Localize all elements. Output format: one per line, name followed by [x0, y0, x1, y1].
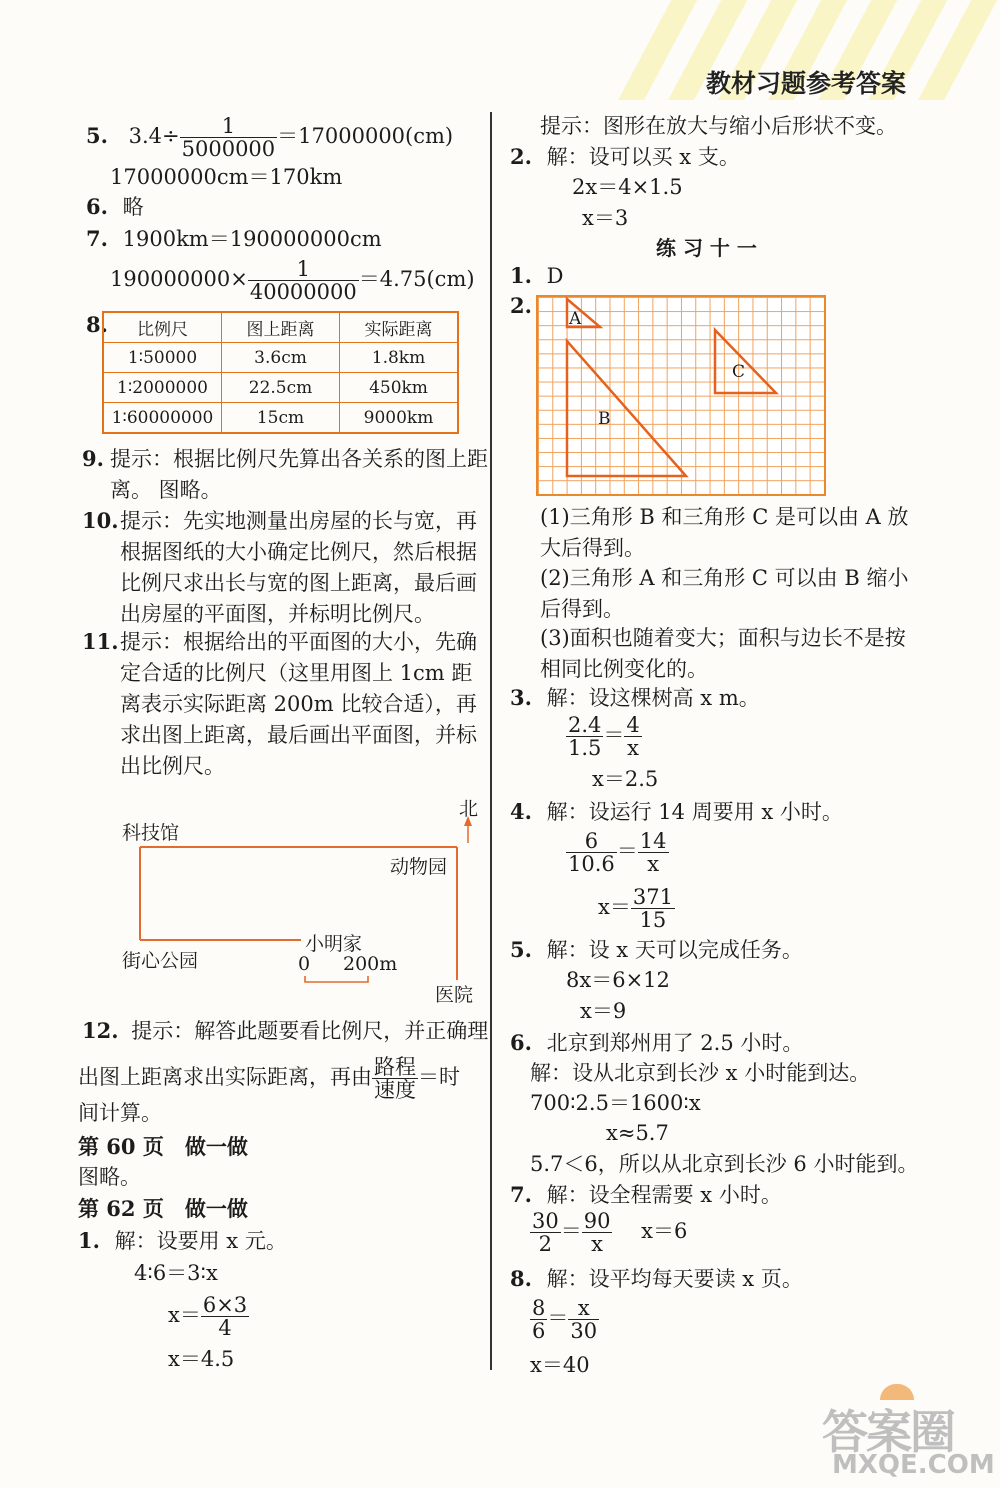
e8-text: 解：设平均每天要读 x 页。 — [546, 1267, 803, 1291]
map-hospital: 医院 — [435, 984, 474, 1006]
table-cell: 1∶50000 — [103, 343, 222, 373]
q7-frac-den: 40000000 — [249, 280, 357, 304]
table-cell: 22.5cm — [222, 373, 340, 403]
table-cell: 1.8km — [340, 343, 459, 373]
r-q2-text: 解：设可以买 x 支。 — [546, 145, 740, 169]
e8-r-num: x — [568, 1297, 599, 1320]
e1-number: 1. — [510, 263, 532, 288]
r-q2-answer: x＝3 — [582, 206, 629, 230]
e7-r-den: x — [591, 1232, 604, 1256]
e7-number: 7. — [510, 1182, 532, 1207]
q7-number: 7. — [86, 226, 108, 251]
q11-number: 11. — [82, 629, 119, 654]
e4-a-den: 15 — [639, 908, 667, 932]
e4-r-den: x — [647, 852, 660, 876]
e7-l-num: 30 — [532, 1209, 559, 1233]
e7-right-frac — [582, 1210, 613, 1255]
e4-text: 解：设运行 14 周要用 x 小时。 — [546, 800, 843, 824]
map-scale-zero: 0 — [298, 953, 311, 975]
q9-number: 9. — [82, 446, 104, 471]
q6-number: 6. — [86, 194, 108, 219]
q7-frac-num: 1 — [248, 258, 359, 281]
col-header-map-distance: 图上距离 — [222, 312, 340, 343]
e4-l-den: 10.6 — [568, 852, 615, 876]
table-cell: 1∶2000000 — [103, 373, 222, 403]
page62-eq2 — [168, 1294, 249, 1339]
q7-expr-post: ＝4.75(cm) — [358, 267, 475, 291]
e7-line — [510, 1180, 782, 1210]
e4-x-eq: x＝ — [598, 895, 631, 919]
e3-line — [510, 683, 760, 713]
e4-l-num: 6 — [566, 830, 617, 853]
e8-answer: x＝40 — [530, 1353, 590, 1377]
e8-right-frac — [568, 1297, 599, 1342]
e7-answer: x＝6 — [641, 1219, 688, 1243]
e3-answer: x＝2.5 — [592, 767, 659, 791]
page60-text: 图略。 — [78, 1165, 141, 1189]
page62-frac-num: 6×3 — [202, 1293, 248, 1317]
q12-frac-den: 速度 — [374, 1078, 416, 1102]
table-cell: 9000km — [340, 403, 459, 434]
e5-text: 解：设 x 天可以完成任务。 — [546, 938, 803, 962]
table-cell: 450km — [340, 373, 459, 403]
page62-q1 — [78, 1226, 287, 1256]
table-cell: 3.6cm — [222, 343, 340, 373]
e4-answer — [598, 886, 675, 931]
page62-title: 第 62 页 做一做 — [78, 1196, 248, 1221]
q12-line3: 间计算。 — [78, 1101, 162, 1125]
e8-left-frac — [530, 1297, 547, 1342]
q5-frac-den: 5000000 — [181, 137, 276, 161]
e4-left-frac — [566, 830, 617, 875]
q12-text2: 出图上距离求出实际距离，再由 — [78, 1065, 372, 1089]
e6-line2: 解：设从北京到长沙 x 小时能到达。 — [530, 1061, 871, 1085]
e3-l-num: 2.4 — [568, 713, 602, 737]
q5-expr-pre: 3.4÷ — [128, 124, 180, 148]
map-zoo: 动物园 — [390, 856, 448, 878]
label-a: A — [569, 309, 582, 329]
col-header-actual-distance: 实际距离 — [340, 312, 459, 343]
e1-line — [510, 261, 563, 291]
r-q2-number: 2. — [510, 144, 532, 169]
e7-r-num: 90 — [583, 1209, 611, 1233]
e5-eq: 8x＝6×12 — [566, 968, 670, 992]
q6-text: 略 — [122, 195, 144, 219]
r-q2-line — [510, 142, 740, 172]
e5-number: 5. — [510, 937, 532, 962]
e5-answer: x＝9 — [580, 999, 627, 1023]
e4-number: 4. — [510, 799, 532, 824]
page62-eq1: 4∶6＝3∶x — [134, 1261, 218, 1285]
e3-r-num: 4 — [626, 713, 640, 737]
e7-l-den: 2 — [538, 1232, 553, 1256]
e4-r-num: 14 — [639, 829, 667, 853]
q5-number: 5. — [86, 123, 108, 148]
table-cell: 1∶60000000 — [103, 403, 222, 434]
page62-fraction — [201, 1294, 249, 1339]
shape-hint: 提示：图形在放大与缩小后形状不变。 — [540, 114, 897, 138]
e4-answer-frac — [631, 886, 675, 931]
q7-expr-pre: 190000000× — [110, 267, 248, 291]
e1-answer: D — [546, 264, 564, 288]
label-b: B — [598, 409, 611, 429]
e5-line — [510, 935, 803, 965]
page62-answer: x＝4.5 — [168, 1347, 235, 1371]
e2-part1: (1)三角形 B 和三角形 C 是可以由 A 放大后得到。 — [540, 505, 909, 560]
e8-l-den: 6 — [532, 1319, 546, 1343]
map-park: 街心公园 — [122, 950, 199, 972]
r-q2-eq: 2x＝4×1.5 — [572, 175, 683, 199]
page62-frac-den: 4 — [218, 1316, 232, 1340]
q12-fraction — [372, 1056, 418, 1101]
map-north-label: 北 — [459, 798, 479, 820]
watermark-logo: 答案圈 — [822, 1405, 954, 1459]
page62-x-eq: x＝ — [168, 1303, 201, 1327]
table-cell: 15cm — [222, 403, 340, 434]
q8-number: 8. — [86, 312, 108, 337]
e8-proportion: $\frac{8}{6}$ ＝ $\frac{x}{30}$ — [532, 1296, 598, 1343]
map-scale-length: 200m — [343, 953, 398, 975]
e8-number: 8. — [510, 1266, 532, 1291]
map-home: 小明家 — [305, 933, 363, 955]
q11-text: 提示：根据给出的平面图的大小，先确定合适的比例尺（这里用图上 1cm 距离表示实际距离 200m 比较合适），再求出图上距离，最后画出平面图，并标出比例尺。 — [120, 630, 477, 778]
column-divider — [490, 112, 492, 1370]
q10-number: 10. — [82, 508, 119, 533]
q5-line2: 17000000cm＝170km — [110, 165, 343, 189]
watermark-url: MXQE.COM — [832, 1450, 995, 1480]
e4-proportion: $\frac{6}{10.6}$ ＝ $\frac{14}{x}$ — [568, 829, 667, 876]
e3-right-frac — [624, 714, 641, 759]
triangle-b — [567, 341, 686, 476]
q12-text3: ＝时 — [418, 1065, 460, 1089]
page-header-title: 教材习题参考答案 — [706, 69, 907, 98]
e6-line1 — [510, 1028, 803, 1058]
col-header-scale: 比例尺 — [103, 312, 222, 343]
e3-number: 3. — [510, 685, 532, 710]
e3-proportion: $\frac{2.4}{1.5}$ ＝ $\frac{4}{x}$ — [568, 713, 640, 760]
page62-q1-number: 1. — [78, 1228, 100, 1253]
e2-number: 2. — [510, 293, 532, 318]
e6-number: 6. — [510, 1030, 532, 1055]
e4-a-num: 371 — [632, 885, 673, 909]
e3-l-den: 1.5 — [568, 736, 602, 760]
page62-q1-text: 解：设要用 x 元。 — [114, 1229, 287, 1253]
e2-part2: (2)三角形 A 和三角形 C 可以由 B 缩小后得到。 — [540, 566, 909, 621]
q12-frac-num: 路程 — [374, 1055, 416, 1079]
e8-r-den: 30 — [570, 1319, 598, 1343]
e8-l-num: 8 — [532, 1296, 546, 1320]
e4-line — [510, 797, 843, 827]
triangle-c — [715, 330, 776, 393]
section-title: 练 习 十 一 — [656, 236, 757, 260]
e3-r-den: x — [627, 736, 640, 760]
q10-text: 提示：先实地测量出房屋的长与宽，再根据图纸的大小确定比例尺，然后根据比例尺求出长与宽的图上距离，最后画出房屋的平面图，并标明比例尺。 — [120, 509, 477, 626]
page60-title: 第 60 页 做一做 — [78, 1134, 248, 1159]
e4-right-frac — [638, 830, 669, 875]
q5-expr-post: ＝17000000(cm) — [277, 124, 454, 148]
label-c: C — [732, 362, 746, 382]
map-science-museum: 科技馆 — [122, 822, 180, 844]
q9-text: 提示：根据比例尺先算出各关系的图上距离。 图略。 — [110, 447, 488, 502]
e3-left-frac — [566, 714, 603, 759]
e6-text1: 北京到郑州用了 2.5 小时。 — [546, 1031, 804, 1055]
q7-text: 1900km＝190000000cm — [122, 227, 382, 251]
e6-line5: 5.7＜6，所以从北京到长沙 6 小时能到。 — [530, 1152, 919, 1176]
q12-number: 12. — [82, 1018, 119, 1043]
e2-part3: (3)面积也随着变大；面积与边长不是按相同比例变化的。 — [540, 626, 906, 681]
q5-frac-num: 1 — [180, 115, 278, 138]
e6-line3: 700∶2.5＝1600∶x — [530, 1091, 701, 1115]
e6-line4: x≈5.7 — [606, 1121, 669, 1145]
q12-line1 — [82, 1016, 488, 1046]
e7-left-frac — [530, 1210, 561, 1255]
q12-line2 — [78, 1056, 460, 1101]
e7-proportion: $\frac{30}{2}$ ＝ $\frac{90}{x}$ x＝6 — [532, 1209, 688, 1256]
e3-text: 解：设这棵树高 x m。 — [546, 686, 760, 710]
e7-text: 解：设全程需要 x 小时。 — [546, 1183, 782, 1207]
e8-line — [510, 1264, 803, 1294]
q12-text1: 提示：解答此题要看比例尺，并正确理 — [131, 1019, 489, 1043]
